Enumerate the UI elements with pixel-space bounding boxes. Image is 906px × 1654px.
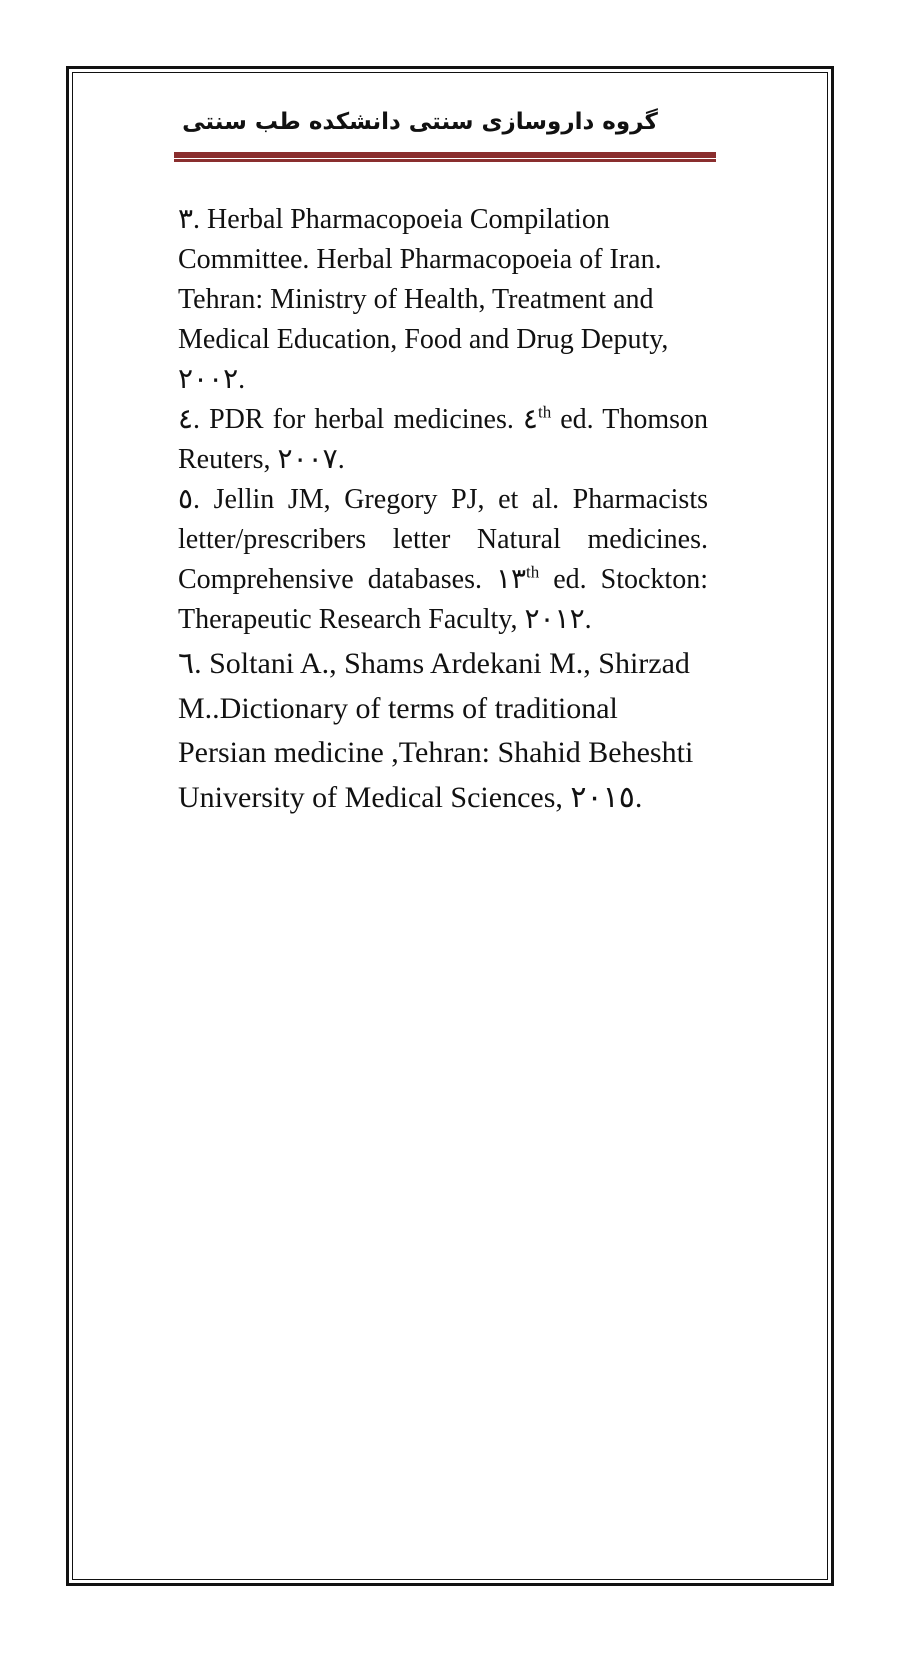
reference-4-text-end: ed. Thomson Reuters, ۲۰۰۷.	[178, 404, 709, 475]
reference-5-text-end: ed. Stockton: Therapeutic Research Faculty, ۲۰۱۲.	[178, 564, 708, 635]
reference-3: ۳. Herbal Pharmacopoeia Compilation Committee. Herbal Pharmacopoeia of Iran. Tehran: Ministry of Health, Treatment and Medical Education, Food and Drug Deputy, ۲۰۰۲.	[178, 204, 669, 395]
reference-4-ordinal: th	[537, 402, 552, 422]
reference-5	[178, 480, 708, 640]
header-title: گروه داروسازی سنتی دانشکده طب سنتی	[182, 109, 658, 135]
reference-5-text: ٥. Jellin JM, Gregory PJ, et al. Pharmacists letter/prescribers letter Natural medicines. Comprehensive databases. ١٣	[178, 484, 708, 595]
reference-6: ٦. Soltani A., Shams Ardekani M., Shirzad M..Dictionary of terms of traditional Persian medicine ,Tehran: Shahid Beheshti University of Medical Sciences, ۲۰۱٥.	[178, 647, 694, 814]
reference-4-text: ٤. PDR for herbal medicines. ٤	[178, 404, 538, 435]
header-divider	[174, 152, 716, 162]
header-divider-thin	[174, 159, 716, 162]
reference-4	[178, 400, 708, 480]
reference-list	[178, 200, 708, 820]
reference-5-ordinal: th	[526, 562, 540, 582]
